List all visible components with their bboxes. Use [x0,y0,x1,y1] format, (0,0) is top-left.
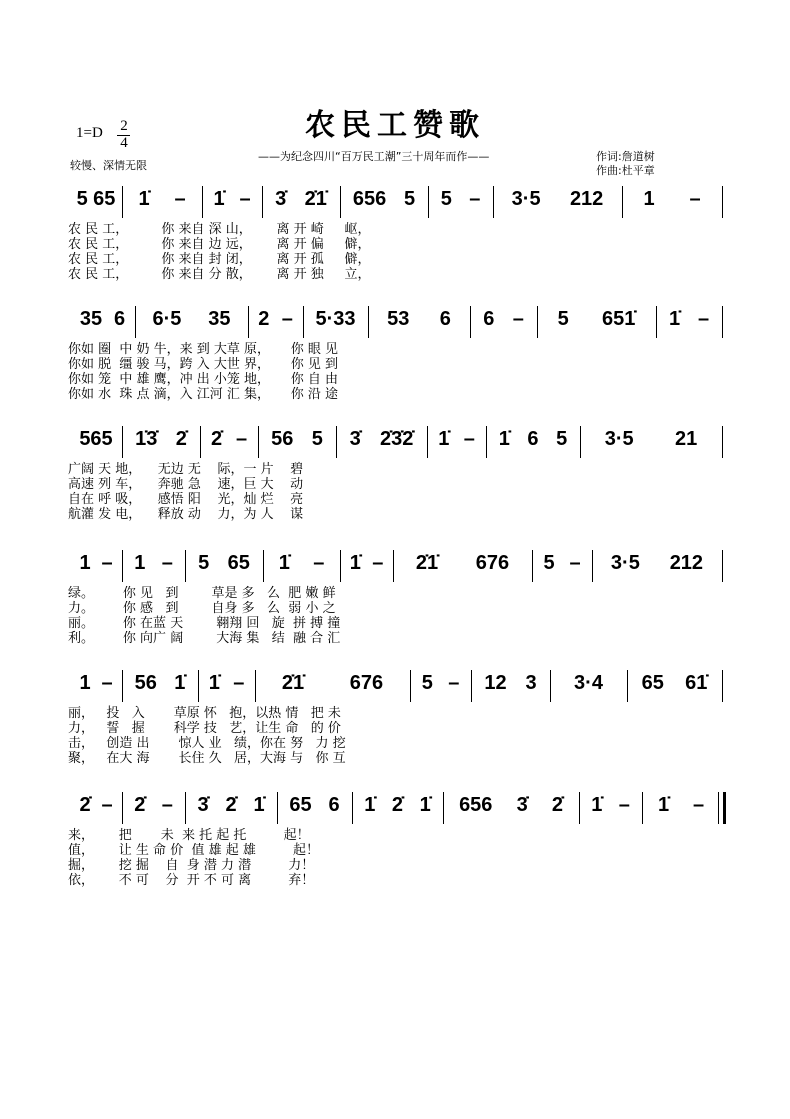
measure [262,428,332,451]
note: 1̇ [253,794,265,816]
note: 3·5 [604,428,634,450]
barline [550,670,551,702]
lyric-line: 力， 誓 握 科学 技 艺，让生 命 的 价 [68,721,341,736]
lyric-line: 力。 你 感 到 自身 多 么 弱 小 之 [68,601,336,616]
note: 1 [134,552,146,574]
barline [722,670,723,702]
note: – [101,552,113,574]
barline [303,306,304,338]
note: 35 [79,308,103,330]
lyric-line: 击， 创造 出 惊人 业 绩，你在 努 力 挖 [68,736,346,751]
lyric-line: 丽。 你 在蓝 天 翱翔 回 旋 拼 搏 撞 [68,616,341,631]
time-top: 2 [120,118,128,134]
barline [255,670,256,702]
measure [74,794,118,817]
barline [443,792,444,824]
barline [532,550,533,582]
barline [393,550,394,582]
note: 2̇ [391,794,404,816]
measure [126,552,181,575]
measure [583,794,638,817]
barline [198,670,199,702]
note: 5 [440,188,452,210]
note: – [233,672,245,694]
note: 676 [349,672,384,694]
note: 1̇ [668,308,681,330]
note: 2̇1̇ [415,552,439,574]
measure [344,188,424,211]
barline [340,550,341,582]
lyric-line: 依， 不 可 分 开 不 可 离 弃！ [68,873,315,888]
note: 2̇ [551,794,563,816]
note: 1 [79,552,91,574]
barline [122,426,123,458]
measure [490,428,576,451]
note: 6 [527,428,539,450]
barline [202,186,203,218]
note: – [281,308,293,330]
barline [340,186,341,218]
note: – [692,794,705,816]
time-bottom: 4 [120,135,128,151]
note: 2̇ [79,794,91,816]
measure [307,308,364,331]
measure [204,428,254,451]
measure [259,672,406,695]
note: 6 [328,794,340,816]
barline [200,426,201,458]
barline [185,550,186,582]
lyric-line: 值， 让 生 命 价 值 雄 起 雄 起！ [68,843,320,858]
barline [122,792,123,824]
note: 676 [475,552,510,574]
barline [352,792,353,824]
barline [722,550,723,582]
note: 12 [484,672,507,694]
measure [447,794,575,817]
note: 1̇ [138,188,150,210]
measure [340,428,423,451]
note: – [512,308,524,330]
barline [537,306,538,338]
measure [414,672,467,695]
measure [252,308,299,331]
barline [262,186,263,218]
measure [596,552,718,575]
note: – [569,552,581,574]
barline [263,550,264,582]
measure [74,552,118,575]
note: 56 [271,428,294,450]
measure [189,552,259,575]
measure [126,188,198,211]
note: 212 [569,188,604,210]
note: – [161,794,173,816]
note: 1 [79,672,91,694]
barline [471,670,472,702]
note: 3·5 [610,552,640,574]
measure [356,794,439,817]
key-signature: 1=D [76,125,103,141]
barline [722,426,723,458]
note: 56 [134,672,157,694]
note: 212 [669,552,704,574]
note: 2̇1̇ [281,672,305,694]
measure [536,552,588,575]
barline [258,426,259,458]
note: 3̇ [197,794,209,816]
note: 5 [198,552,210,574]
lyric-line: 利。 你 向广 阔 大海 集 结 融 合 汇 [68,631,341,646]
measure [74,672,118,695]
measure [554,672,623,695]
note: 1̇ [438,428,450,450]
note: 1 [643,188,655,210]
measure [74,428,118,451]
measure [397,552,528,575]
lyric-line: 农 民 工， 你 来自 深 山， 离 开 崎 岖， [68,222,371,237]
lyric-line: 航灌 发 电， 释放 动 力，为 人 谋 [68,507,304,522]
note: 2̇1̇ [304,188,327,210]
note: – [448,672,460,694]
note: 61̇ [685,672,708,694]
note: 2̇ [210,428,223,450]
note: 1̇ [364,794,376,816]
measure [660,308,718,331]
note: 6 [439,308,451,330]
barline [428,186,429,218]
barline [656,306,657,338]
measure [344,552,389,575]
note: – [101,794,113,816]
barline [368,306,369,338]
note: 5 [556,428,568,450]
lyric-line: 来， 把 未 来 托 起 托 起！ [68,828,310,843]
note: 656 [352,188,387,210]
note: – [372,552,384,574]
barline [277,792,278,824]
note: – [239,188,251,210]
note: 6·5 [152,308,182,330]
note: 1̇ [419,794,431,816]
lyric-line: 你如 脱 缰 骏 马，跨 入 大世 界， 你 见 到 [68,357,338,372]
lyric-line: 你如 圈 中 奶 牛，来 到 大草 原， 你 眼 见 [68,342,338,357]
note: – [618,794,630,816]
measure [475,672,546,695]
barline [470,306,471,338]
note: 1̇ [657,794,670,816]
lyric-line: 聚， 在大 海 长住 久 居，大海 与 你 互 [68,751,346,766]
measure [646,794,716,817]
note: – [697,308,710,330]
note: 1̇ [591,794,603,816]
note: 1̇ [349,552,361,574]
barline [642,792,643,824]
barline [336,426,337,458]
note: 3̇ [349,428,361,450]
note: 1̇ [174,672,186,694]
barline [410,670,411,702]
note: 3 [525,672,537,694]
lyric-line: 农 民 工， 你 来自 封 闭， 离 开 孤 僻， [68,252,371,267]
final-barline [718,792,726,824]
note: 5 [76,188,88,210]
note: 1̇3̇ [135,428,158,450]
measure [626,188,718,211]
note: 1̇ [278,552,290,574]
barline [579,792,580,824]
measure [631,672,718,695]
barline [493,186,494,218]
lyric-line: 你如 水 珠 点 滴，入 江河 汇 集， 你 沿 途 [68,387,338,402]
measure [281,794,348,817]
note: 1̇ [208,672,220,694]
measure [126,428,196,451]
note: 2 [258,308,270,330]
note: 53 [387,308,410,330]
measure [267,552,336,575]
note: 5 [311,428,323,450]
note: 65 [93,188,116,210]
measure [126,794,181,817]
lyric-line: 你如 笼 中 雄 鹰，冲 出 小笼 地， 你 自 由 [68,372,338,387]
note: 6 [113,308,126,330]
lyric-line: 广阔 天 地， 无边 无 际，一 片 碧 [68,462,304,477]
note: 1̇ [498,428,510,450]
note: 5 [404,188,416,210]
note: 2̇ [225,794,237,816]
note: 656 [459,794,493,816]
barline [622,186,623,218]
note: 5 [557,308,569,330]
barline [122,550,123,582]
lyric-line: 农 民 工， 你 来自 边 远， 离 开 偏 僻， [68,237,371,252]
note: – [161,552,173,574]
barline [627,670,628,702]
note: 5·33 [315,308,356,330]
measure [372,308,466,331]
note: – [101,672,113,694]
lyric-line: 自在 呼 吸， 感悟 阳 光，灿 烂 亮 [68,492,304,507]
measure [189,794,273,817]
measure [431,428,482,451]
barline [248,306,249,338]
note: 3·5 [511,188,541,210]
measure [74,188,118,211]
note: 35 [208,308,231,330]
note: – [689,188,701,210]
measure [139,308,244,331]
measure [126,672,194,695]
barline [722,186,723,218]
lyric-line: 绿。 你 见 到 草是 多 么 肥 嫩 鲜 [68,586,336,601]
note: – [313,552,325,574]
note: 65 [227,552,250,574]
note: 5 [543,552,555,574]
note: 2̇ [175,428,187,450]
song-title: 农民工赞歌 [305,108,485,143]
tempo-marking: 较慢、深情无限 [70,159,147,172]
measure [584,428,718,451]
measure [541,308,652,331]
barline [122,186,123,218]
note: 2̇3̇2̇ [380,428,414,450]
composer: 作曲:杜平章 [596,164,655,177]
lyricist: 作词:詹道树 [596,150,655,163]
barline [592,550,593,582]
note: 3̇ [275,188,287,210]
note: 3̇ [516,794,528,816]
note: 565 [79,428,113,450]
measure [74,308,131,331]
subtitle: ——为纪念四川“百万民工潮”三十周年而作—— [258,150,490,163]
note: 6 [483,308,495,330]
note: – [174,188,186,210]
note: 65 [289,794,312,816]
note: 651̇ [602,308,636,330]
note: 65 [641,672,664,694]
barline [580,426,581,458]
measure [202,672,251,695]
barline [135,306,136,338]
barline [722,306,723,338]
note: – [463,428,475,450]
note: 21 [675,428,698,450]
barline [185,792,186,824]
measure [432,188,489,211]
barline [427,426,428,458]
note: 3·4 [574,672,603,694]
lyric-line: 高速 列 车， 奔驰 急 速，巨 大 动 [68,477,304,492]
note: 5 [421,672,433,694]
lyric-line: 掘， 挖 掘 自 身 潜 力 潜 力！ [68,858,315,873]
lyric-line: 丽， 投 入 草原 怀 抱，以热 情 把 未 [68,706,341,721]
note: 2̇ [134,794,146,816]
time-signature [117,118,131,152]
barline [486,426,487,458]
measure [497,188,618,211]
barline [122,670,123,702]
lyric-line: 农 民 工， 你 来自 分 散， 离 开 独 立， [68,267,371,282]
measure [206,188,258,211]
note: – [235,428,248,450]
measure [266,188,336,211]
note: 1̇ [213,188,225,210]
note: – [469,188,481,210]
measure [474,308,533,331]
